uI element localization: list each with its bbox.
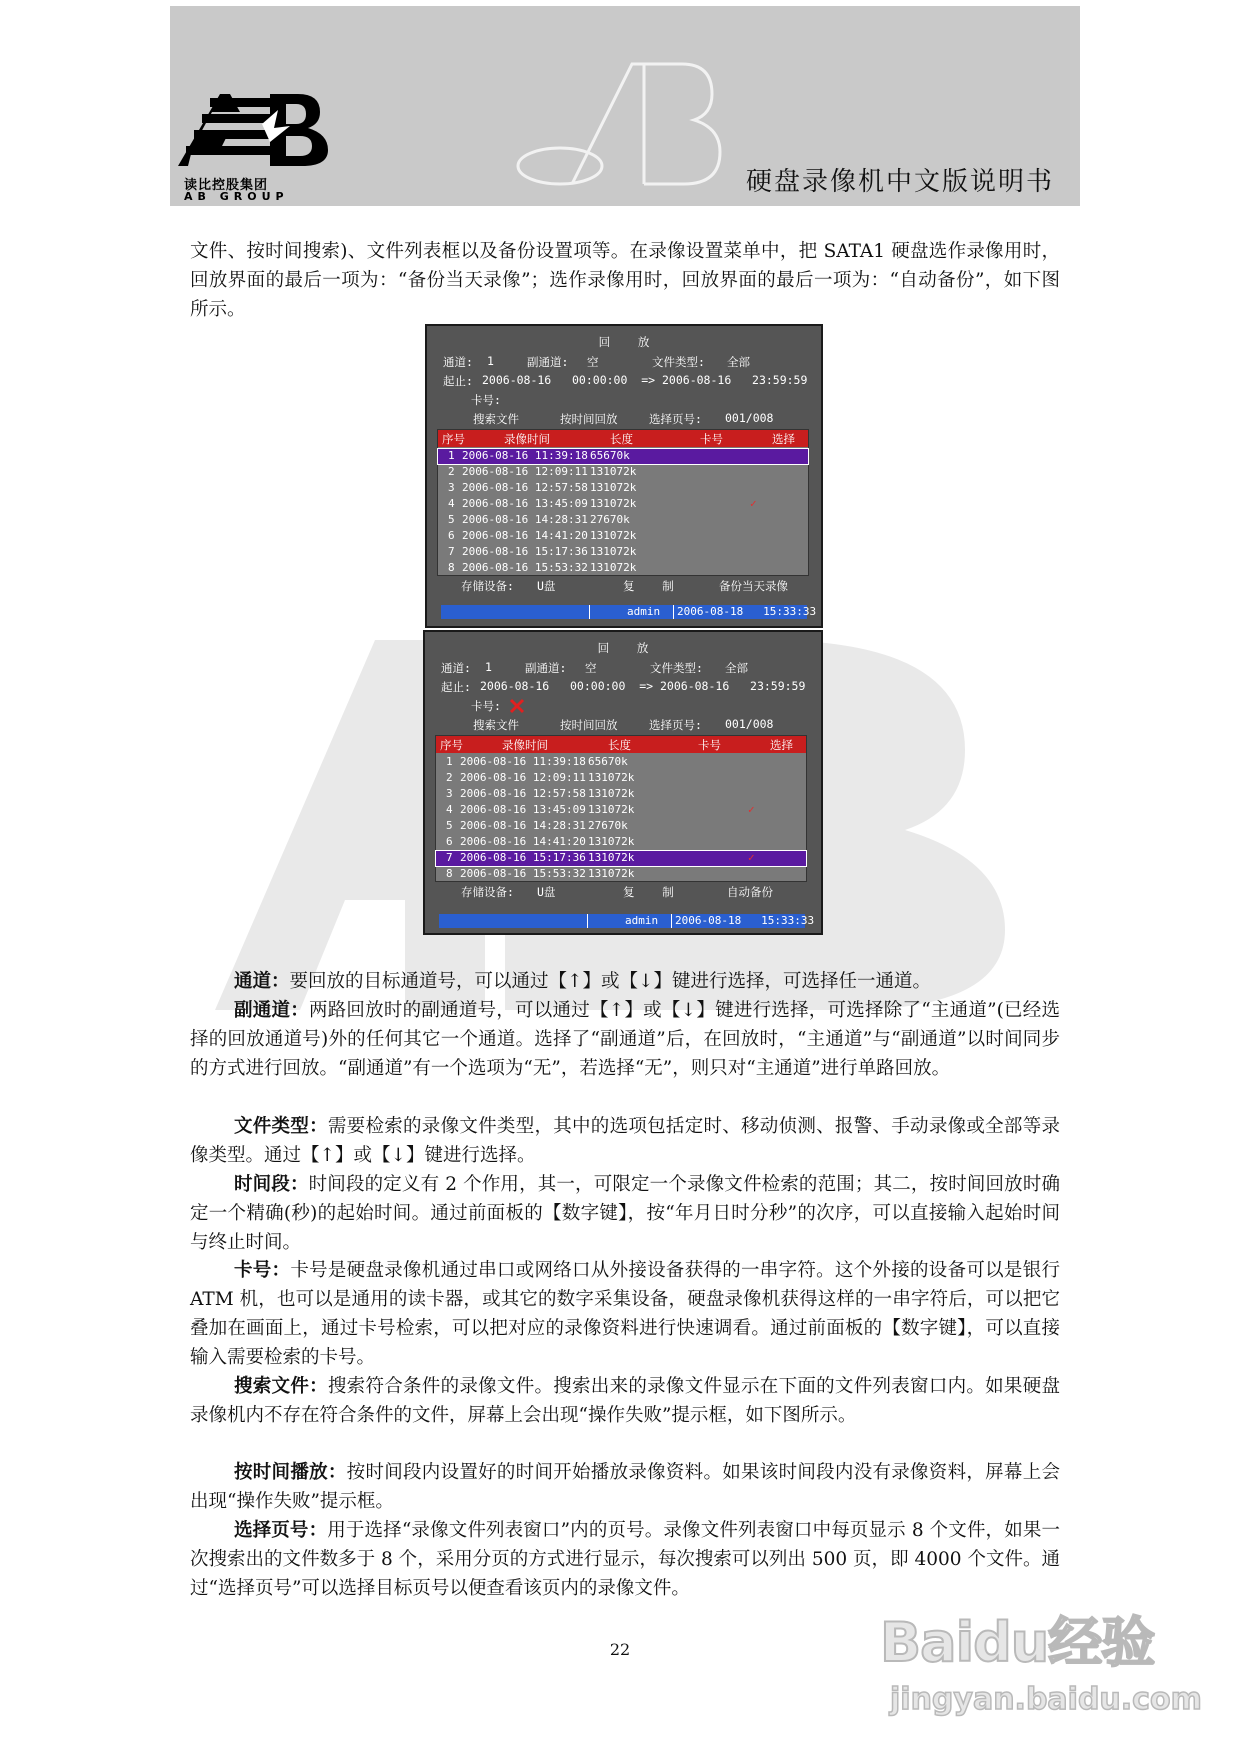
row-index: 7: [446, 851, 453, 864]
backup-option[interactable]: 自动备份: [727, 885, 773, 899]
row-index: 1: [446, 755, 453, 768]
channel-label: 通道:: [441, 661, 471, 675]
row-length: 131072k: [590, 465, 637, 478]
search-file-button[interactable]: 搜索文件: [473, 412, 519, 426]
table-row[interactable]: [436, 787, 806, 802]
table-row[interactable]: [438, 465, 808, 480]
baidu-url: jingyan.baidu.com: [890, 1682, 1202, 1717]
row-time: 2006-08-16 15:53:32: [460, 867, 586, 880]
table-row[interactable]: [436, 803, 806, 818]
col-card: 卡号: [698, 738, 721, 752]
status-user: admin: [627, 605, 661, 618]
row-time: 2006-08-16 14:28:31: [462, 513, 588, 526]
row-index: 2: [448, 465, 455, 478]
definition-channel: 通道：要回放的目标通道号，可以通过【↑】或【↓】键进行选择，可选择任一通道。: [234, 971, 932, 992]
row-index: 2: [446, 771, 453, 784]
page-header: [170, 6, 1080, 206]
ab-outline-logo: [512, 56, 722, 186]
definition-pageselect: 选择页号：用于选择“录像文件列表窗口”内的页号。录像文件列表窗口中每页显示 8 个文件，如果一次搜索出的文件数多于 8 个，采用分页的方式进行显示，每次搜索可以列出 500 页，即 4000 个文件。通过“选择页号”可以选择目标页号以便查看该页内的录像文件。: [190, 1520, 1060, 1599]
playback-screen-2: [423, 630, 823, 935]
table-header: [438, 430, 808, 447]
subchannel-value[interactable]: 空: [585, 661, 597, 675]
range-value[interactable]: 2006-08-16 00:00:00 => 2006-08-16 23:59:59: [482, 373, 808, 387]
filetype-label: 文件类型:: [652, 355, 705, 369]
subchannel-label: 副通道:: [527, 355, 569, 369]
storage-label: 存储设备:: [461, 885, 514, 899]
logo-english-text: AB GROUP: [184, 190, 289, 203]
term: 文件类型：: [234, 1116, 328, 1137]
col-time: 录像时间: [504, 432, 550, 446]
definition-cardno: 卡号：卡号是硬盘录像机通过串口或网络口从外接设备获得的一串字符。这个外接的设备可以是银行 ATM 机，也可以是通用的读卡器，或其它的数字采集设备，硬盘录像机获得这样的一串字符后，可以把它叠加在画面上，通过卡号检索，可以把对应的录像资料进行快速调看。通过前面板的【数字键】，可以直接输入需要检索的卡号。: [190, 1260, 1060, 1368]
file-list-table: [437, 429, 809, 576]
page-select-value[interactable]: 001/008: [725, 717, 774, 731]
row-time: 2006-08-16 14:28:31: [460, 819, 586, 832]
row-index: 3: [448, 481, 455, 494]
row-index: 5: [448, 513, 455, 526]
row-index: 6: [446, 835, 453, 848]
term: 副通道：: [234, 1000, 309, 1021]
row-time: 2006-08-16 15:17:36: [462, 545, 588, 558]
row-index: 4: [448, 497, 455, 510]
status-user: admin: [625, 914, 659, 927]
baidu-jingyan-watermark: [880, 1600, 1202, 1730]
row-index: 1: [448, 449, 455, 462]
row-length: 27670k: [588, 819, 628, 832]
row-index: 4: [446, 803, 453, 816]
term: 选择页号：: [234, 1520, 328, 1541]
term: 通道：: [234, 971, 290, 992]
filetype-value[interactable]: 全部: [725, 661, 748, 675]
status-datetime: 2006-08-18 15:33:33: [677, 605, 817, 618]
table-row[interactable]: [436, 851, 806, 866]
term: 按时间播放：: [234, 1462, 347, 1483]
table-row[interactable]: [436, 867, 806, 882]
row-time: 2006-08-16 12:09:11: [462, 465, 588, 478]
table-row[interactable]: [438, 545, 808, 560]
definition-search: 搜索文件：搜索符合条件的录像文件。搜索出来的录像文件显示在下面的文件列表窗口内。如果硬盘录像机内不存在符合条件的文件，屏幕上会出现“操作失败”提示框，如下图所示。: [190, 1376, 1060, 1426]
table-row[interactable]: [438, 561, 808, 576]
subchannel-label: 副通道:: [525, 661, 567, 675]
definition-timerange: 时间段：时间段的定义有 2 个作用，其一，可限定一个录像文件检索的范围；其二，按时间回放时确定一个精确(秒)的起始时间。通过前面板的【数字键】，按“年月日时分秒”的次序，可以直接输入起始时间与终止时间。: [190, 1174, 1060, 1253]
search-file-button[interactable]: 搜索文件: [473, 718, 519, 732]
row-select-mark: ✓: [748, 851, 755, 864]
row-time: 2006-08-16 11:39:18: [460, 755, 586, 768]
range-label: 起止:: [441, 680, 471, 694]
row-length: 131072k: [588, 867, 635, 880]
table-row[interactable]: [438, 529, 808, 544]
row-select-mark: ✓: [750, 497, 757, 510]
col-index: 序号: [442, 432, 465, 446]
col-index: 序号: [440, 738, 463, 752]
page-select-label: 选择页号:: [649, 412, 702, 426]
row-time: 2006-08-16 15:17:36: [460, 851, 586, 864]
row-length: 131072k: [590, 561, 637, 574]
storage-value[interactable]: U盘: [537, 579, 556, 593]
table-row[interactable]: [436, 819, 806, 834]
row-length: 131072k: [590, 529, 637, 542]
channel-value[interactable]: 1: [485, 660, 492, 674]
status-bar: [441, 605, 817, 619]
play-by-time-button[interactable]: 按时间回放: [560, 718, 618, 732]
row-time: 2006-08-16 13:45:09: [462, 497, 588, 510]
row-time: 2006-08-16 15:53:32: [462, 561, 588, 574]
row-time: 2006-08-16 12:57:58: [462, 481, 588, 494]
row-time: 2006-08-16 14:41:20: [460, 835, 586, 848]
row-index: 7: [448, 545, 455, 558]
playback-screen-1: [425, 324, 823, 628]
row-index: 8: [446, 867, 453, 880]
status-datetime: 2006-08-18 15:33:33: [675, 914, 815, 927]
row-time: 2006-08-16 13:45:09: [460, 803, 586, 816]
copy-button[interactable]: 复 制: [623, 885, 674, 899]
play-by-time-button[interactable]: 按时间回放: [560, 412, 618, 426]
definition-filetype: 文件类型：需要检索的录像文件类型，其中的选项包括定时、移动侦测、报警、手动录像或全部等录像类型。通过【↑】或【↓】键进行选择。: [190, 1116, 1060, 1166]
row-length: 65670k: [590, 449, 630, 462]
col-card: 卡号: [700, 432, 723, 446]
row-length: 131072k: [590, 545, 637, 558]
manual-title: 硬盘录像机中文版说明书: [745, 167, 1054, 197]
range-label: 起止:: [443, 374, 473, 388]
col-time: 录像时间: [502, 738, 548, 752]
logo-chinese-text: 读比控股集团: [184, 178, 269, 193]
card-label: 卡号:: [471, 393, 501, 407]
table-header: [436, 736, 806, 753]
col-select: 选择: [770, 738, 793, 752]
row-length: 65670k: [588, 755, 628, 768]
screen-title: 回 放: [597, 641, 649, 655]
page-number: 22: [609, 1640, 631, 1659]
row-time: 2006-08-16 11:39:18: [462, 449, 588, 462]
row-length: 131072k: [588, 771, 635, 784]
table-row[interactable]: [438, 497, 808, 512]
definition-subchannel: 副通道：两路回放时的副通道号，可以通过【↑】或【↓】键进行选择，可选择除了“主通道”(已经选择的回放通道号)外的任何其它一个通道。选择了“副通道”后，在回放时，“主通道”与“副通道”以时间同步的方式进行回放。“副通道”有一个选项为“无”，若选择“无”，则只对“主通道”进行单路回放。: [190, 1000, 1060, 1079]
baidu-brand: Baidu经验: [880, 1611, 1155, 1674]
row-index: 8: [448, 561, 455, 574]
page-select-label: 选择页号:: [649, 718, 702, 732]
row-index: 3: [446, 787, 453, 800]
channel-label: 通道:: [443, 355, 473, 369]
copy-button[interactable]: 复 制: [623, 579, 674, 593]
row-length: 131072k: [588, 835, 635, 848]
range-value[interactable]: 2006-08-16 00:00:00 => 2006-08-16 23:59:59: [480, 679, 806, 693]
intro-paragraph: 文件、按时间搜索)、文件列表框以及备份设置项等。在录像设置菜单中，把 SATA1 硬盘选作录像用时，回放界面的最后一项为：“备份当天录像”；选作录像用时，回放界面的最后一项为：“自动备份”，如下图所示。: [190, 241, 1060, 320]
file-list-table: [435, 735, 807, 882]
col-length: 长度: [610, 432, 633, 446]
card-label: 卡号:: [471, 699, 501, 713]
status-bar: [439, 914, 815, 928]
filetype-value[interactable]: 全部: [727, 355, 750, 369]
definition-playbytime: 按时间播放：按时间段内设置好的时间开始播放录像资料。如果该时间段内没有录像资料，屏幕上会出现“操作失败”提示框。: [190, 1462, 1060, 1512]
table-row[interactable]: [436, 835, 806, 850]
filetype-label: 文件类型:: [650, 661, 703, 675]
table-row[interactable]: [438, 449, 808, 464]
subchannel-value[interactable]: 空: [587, 355, 599, 369]
row-index: 6: [448, 529, 455, 542]
page-select-value[interactable]: 001/008: [725, 411, 774, 425]
term: 卡号：: [234, 1260, 291, 1281]
term: 搜索文件：: [234, 1376, 328, 1397]
table-row[interactable]: [436, 771, 806, 786]
screen-title: 回 放: [598, 335, 650, 349]
term: 时间段：: [234, 1174, 309, 1195]
col-select: 选择: [772, 432, 795, 446]
channel-value[interactable]: 1: [487, 354, 494, 368]
row-length: 131072k: [588, 787, 635, 800]
row-length: 131072k: [590, 497, 637, 510]
table-row[interactable]: [438, 513, 808, 528]
row-length: 27670k: [590, 513, 630, 526]
row-length: 131072k: [588, 851, 635, 864]
table-row[interactable]: [438, 481, 808, 496]
row-time: 2006-08-16 12:57:58: [460, 787, 586, 800]
error-x-icon: [509, 698, 525, 714]
row-length: 131072k: [588, 803, 635, 816]
row-length: 131072k: [590, 481, 637, 494]
row-index: 5: [446, 819, 453, 832]
row-select-mark: ✓: [748, 803, 755, 816]
row-time: 2006-08-16 12:09:11: [460, 771, 586, 784]
table-row[interactable]: [436, 755, 806, 770]
col-length: 长度: [608, 738, 631, 752]
storage-value[interactable]: U盘: [537, 885, 556, 899]
storage-label: 存储设备:: [461, 579, 514, 593]
backup-option[interactable]: 备份当天录像: [719, 579, 788, 593]
row-time: 2006-08-16 14:41:20: [462, 529, 588, 542]
